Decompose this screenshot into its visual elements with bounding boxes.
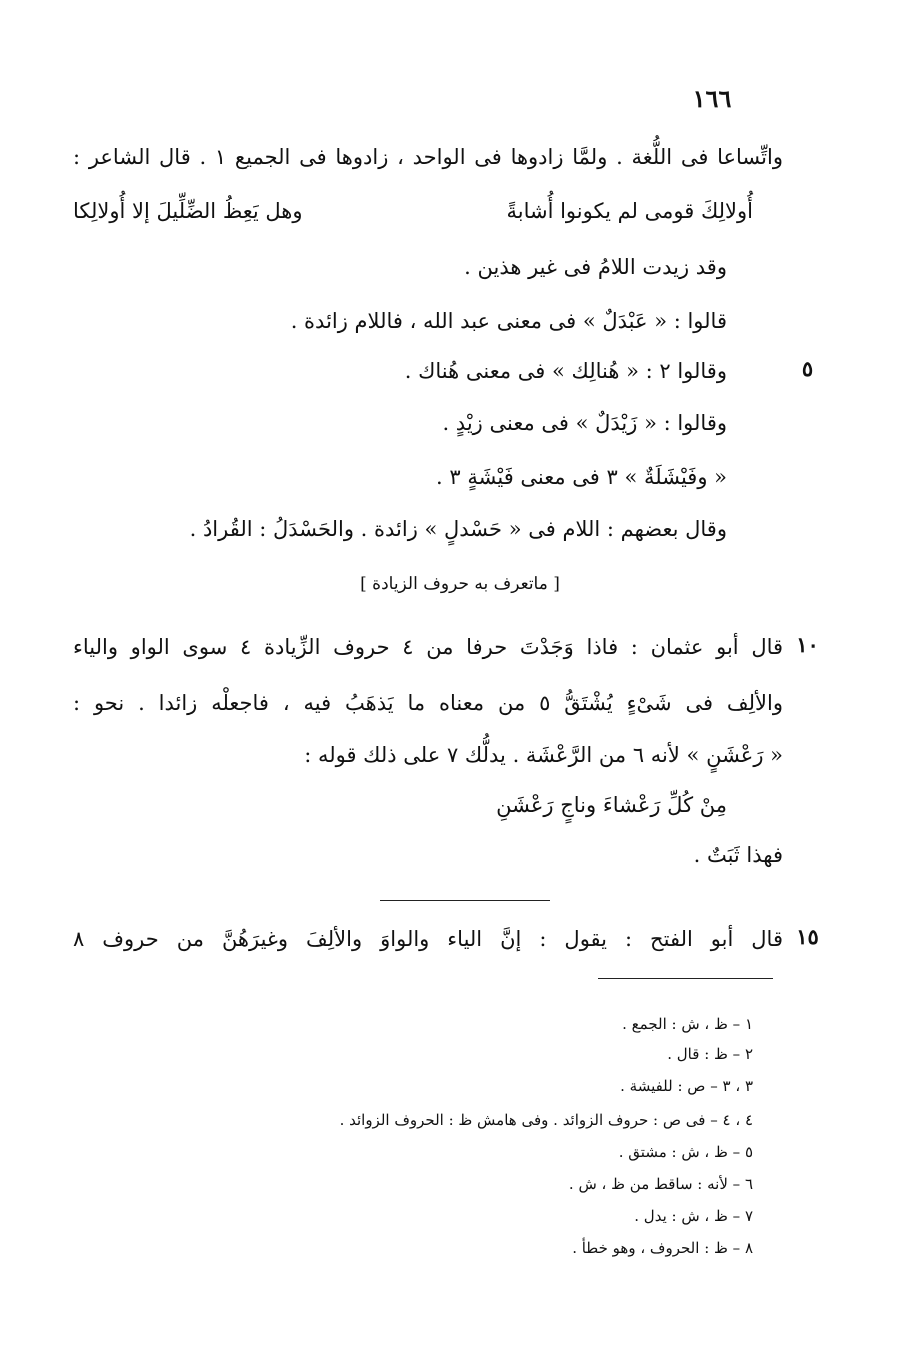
footnote-divider bbox=[598, 978, 773, 979]
text-line-1: واتِّساعا فى اللُّغة . ولمَّا زادوها فى الواحد ، زادوها فى الجميع ١ . قال الشاعر : bbox=[73, 145, 783, 169]
line-number-5: ٥ bbox=[801, 356, 814, 381]
conclusion-line: فهذا ثَبَتٌ . bbox=[693, 843, 783, 867]
verse-line-1 bbox=[73, 196, 753, 226]
line-number-10: ١٠ bbox=[796, 632, 819, 657]
verse-hemistich-1: أُولالِكَ قومى لم يكونوا أُشابةً bbox=[506, 199, 753, 223]
text-line-7: « وفَيْشَلَةٌ » ٣ فى معنى فَيْشَةٍ ٣ . bbox=[436, 465, 727, 489]
footnote-2: ٢ – ظ : قال . bbox=[667, 1045, 753, 1063]
verse-hemistich-2: وهل يَعِظُ الضِّلِّيلَ إلا أُولالِكا bbox=[73, 199, 303, 223]
text-line-8: وقال بعضهم : اللام فى « حَسْدلٍ » زائدة . والحَسْدَلُ : القُرادُ . bbox=[189, 517, 727, 541]
footnote-7: ٧ – ظ ، ش : يدل . bbox=[634, 1207, 753, 1225]
para2-line-1: قال أبو عثمان : فاذا وَجَدْتَ حرفا من ٤ حروف الزِّيادة ٤ سوى الواو والياء bbox=[73, 635, 784, 659]
section-divider bbox=[380, 900, 550, 901]
text-line-6: وقالوا : « زَيْدَلٌ » فى معنى زيْدٍ . bbox=[442, 411, 727, 435]
footnote-5: ٥ – ظ ، ش : مشتق . bbox=[618, 1143, 753, 1161]
text-line-5: وقالوا ٢ : « هُنالِك » فى معنى هُناك . bbox=[404, 359, 727, 383]
footnote-1: ١ – ظ ، ش : الجمع . bbox=[622, 1015, 753, 1033]
footnote-4: ٤ ، ٤ – فى ص : حروف الزوائد . وفى هامش ظ : الحروف الزوائد . bbox=[339, 1111, 753, 1129]
para2-line-2: والألِف فى شَىْءٍ يُشْتَقُّ ٥ من معناه ما يَذهَبُ فيه ، فاجعلْه زائدا . نحو : bbox=[73, 691, 783, 715]
para3-line-1: قال أبو الفتح : يقول : إنَّ الياء والواوَ والألِفَ وغيرَهُنَّ من حروف ٨ bbox=[73, 927, 783, 951]
verse-line-2: مِنْ كُلِّ رَعْشاءَ وناجٍ رَعْشَنِ bbox=[496, 793, 727, 817]
page-number: ١٦٦ bbox=[692, 84, 732, 113]
footnote-8: ٨ – ظ : الحروف ، وهو خطأ . bbox=[572, 1239, 753, 1257]
line-number-15: ١٥ bbox=[796, 924, 819, 949]
text-line-3: وقد زيدت اللامُ فى غير هذين . bbox=[464, 255, 727, 279]
footnote-6: ٦ – لأنه : ساقط من ظ ، ش . bbox=[568, 1175, 753, 1193]
section-heading: [ ماتعرف به حروف الزيادة ] bbox=[360, 574, 560, 594]
text-line-4: قالوا : « عَبْدَلٌ » فى معنى عبد الله ، فاللام زائدة . bbox=[290, 309, 727, 333]
para2-line-3: « رَعْشَنٍ » لأنه ٦ من الرَّعْشَة . يدلُّك ٧ على ذلك قوله : bbox=[304, 743, 783, 767]
footnote-3: ٣ ، ٣ – ص : للفيشة . bbox=[620, 1077, 753, 1095]
